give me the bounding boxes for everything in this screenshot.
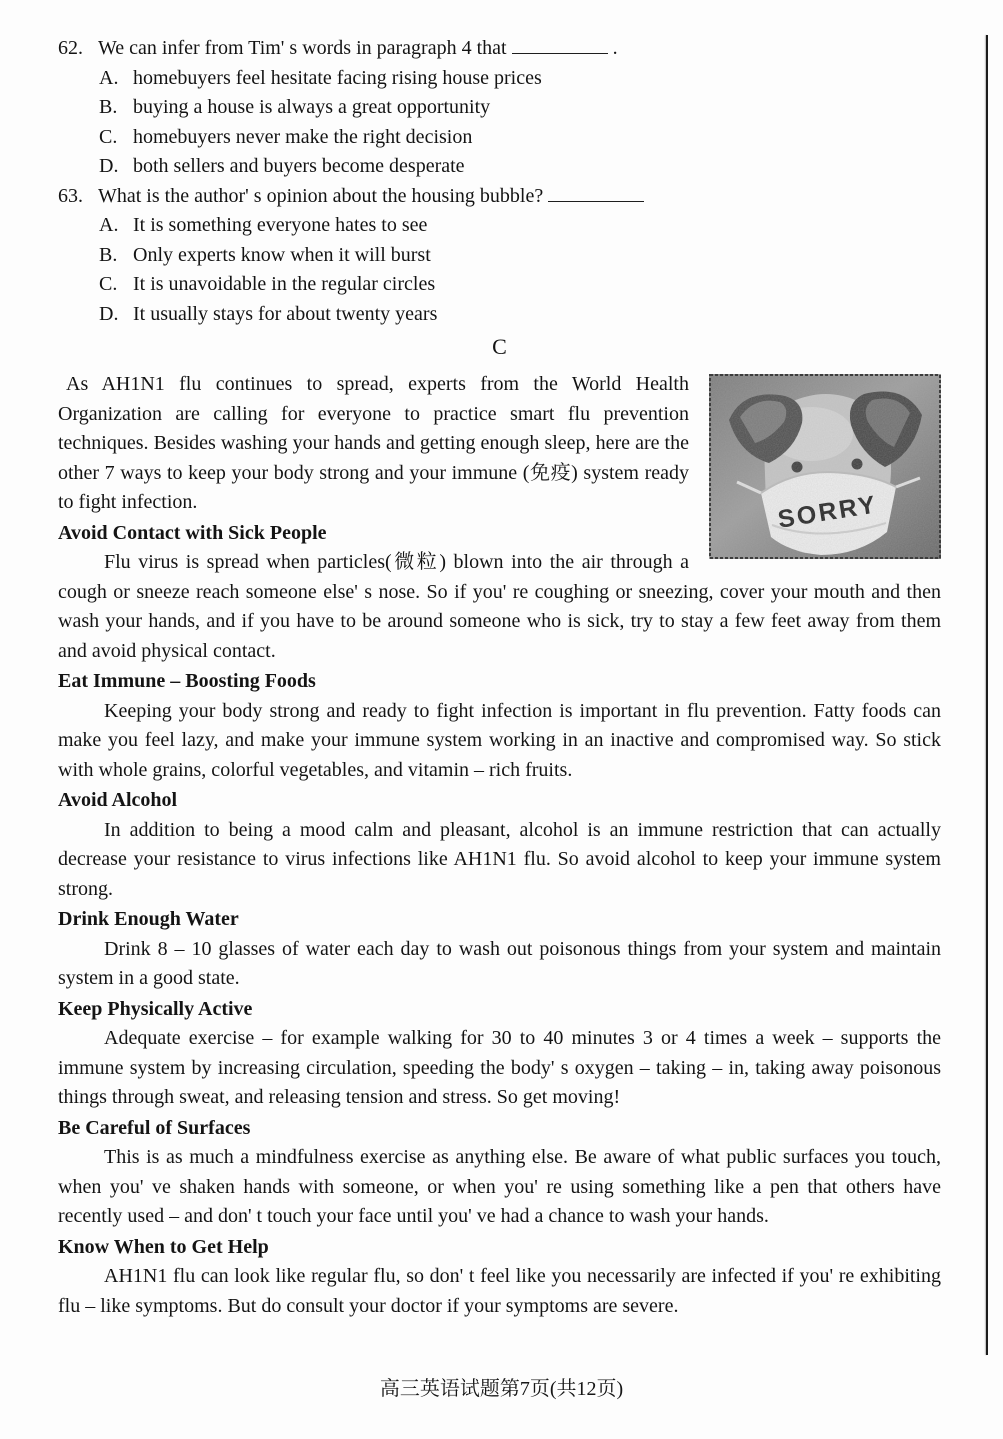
- scan-edge-line: [986, 35, 988, 1355]
- passage-heading-1: Avoid Contact with Sick People: [58, 521, 327, 544]
- option-letter: D.: [99, 302, 119, 325]
- option-62-a: [58, 64, 941, 94]
- option-63-d: [58, 300, 941, 330]
- passage-heading-2: Eat Immune – Boosting Foods: [58, 670, 316, 692]
- reading-passage-c: [58, 370, 941, 1321]
- page-footer: 高三英语试题第7页(共12页): [379, 1378, 624, 1400]
- question-stem-text: What is the author' s opinion about the housing bubble?: [98, 184, 544, 207]
- question-stem: [98, 34, 941, 64]
- answer-blank: [548, 186, 644, 202]
- question-stem-tail: .: [612, 37, 618, 59]
- passage-body-5: Adequate exercise – for example walking for 30 to 40 minutes 3 or 4 times a week – supports the immune system by increasing circulation, speeding the body' s oxygen – taking – in, taking away poisonous things through sweat, and releasing tension and stress. So get moving!: [58, 1027, 941, 1108]
- passage-body-6: This is as much a mindfulness exercise as anything else. Be aware of what public surfaces you touch, when you' ve shaken hands with someone, or when you' re using something like a pen that others have recently used – and don' t touch your face until you' ve had a chance to wash your hands.: [58, 1146, 941, 1227]
- pig-mask-illustration: [709, 374, 941, 559]
- option-text: homebuyers feel hesitate facing rising house prices: [133, 66, 542, 89]
- option-text: homebuyers never make the right decision: [133, 125, 473, 148]
- question-62-stem-row: [58, 34, 941, 64]
- option-letter: B.: [99, 96, 118, 118]
- option-letter: A.: [99, 66, 119, 89]
- option-63-a: [58, 211, 941, 241]
- passage-heading-4: Drink Enough Water: [58, 908, 239, 930]
- question-62: [58, 34, 941, 182]
- passage-heading-5: Keep Physically Active: [58, 997, 253, 1020]
- passage-body-2: Keeping your body strong and ready to fight infection is important in flu prevention. Fatty foods can make you feel lazy, and make your immune system working in an inactive and compromised way. So stick with whole grains, colorful vegetables, and vitamin – rich fruits.: [58, 699, 941, 781]
- page-content: [58, 34, 941, 1321]
- passage-heading-6: Be Careful of Surfaces: [58, 1116, 251, 1139]
- passage-heading-3: Avoid Alcohol: [58, 789, 178, 811]
- question-number: 62.: [58, 37, 83, 59]
- option-letter: B.: [99, 243, 118, 266]
- question-63: [58, 182, 941, 330]
- question-stem: [98, 182, 941, 212]
- passage-body-1: Flu virus is spread when particles(微粒) blown into the air through a cough or sneeze reach someone else' s nose. So if you' re coughing or sneezing, cover your mouth and then wash your hands, and if you have to be around someone who is sick, try to stay a few feet away from them and avoid physical contact.: [58, 551, 941, 662]
- pig-mask-photo: [709, 374, 941, 559]
- option-63-c: [58, 270, 941, 300]
- option-text: It usually stays for about twenty years: [133, 302, 438, 325]
- option-letter: C.: [99, 125, 118, 148]
- passage-body-7: AH1N1 flu can look like regular flu, so don' t feel like you necessarily are infected if you' re exhibiting flu – like symptoms. But do consult your doctor if your symptoms are severe.: [58, 1265, 941, 1317]
- option-text: buying a house is always a great opportunity: [133, 96, 491, 118]
- section-c-label: C: [492, 334, 507, 359]
- option-letter: D.: [99, 155, 119, 177]
- option-62-d: [58, 152, 941, 182]
- option-62-b: [58, 93, 941, 123]
- question-stem-text: We can infer from Tim' s words in paragraph 4 that: [98, 37, 507, 59]
- answer-blank: [512, 38, 608, 54]
- passage-intro: As AH1N1 flu continues to spread, experts from the World Health Organization are calling for everyone to practice smart flu prevention techniques. Besides washing your hands and getting enough sleep, here are the other 7 ways to keep your body strong and your immune (免疫) system ready to fight infection.: [58, 373, 689, 513]
- passage-body-4: Drink 8 – 10 glasses of water each day to wash out poisonous things from your system and maintain system in a good state.: [58, 937, 941, 989]
- passage-heading-7: Know When to Get Help: [58, 1235, 269, 1258]
- passage-body-3: In addition to being a mood calm and pleasant, alcohol is an immune restriction that can actually decrease your resistance to virus infections like AH1N1 flu. So avoid alcohol to keep your immune system strong.: [58, 818, 941, 900]
- question-number: 63.: [58, 184, 83, 207]
- option-63-b: [58, 241, 941, 271]
- option-62-c: [58, 123, 941, 153]
- option-letter: A.: [99, 214, 119, 236]
- option-text: It is unavoidable in the regular circles: [133, 273, 436, 295]
- question-63-stem-row: [58, 182, 941, 212]
- option-text: both sellers and buyers become desperate: [133, 155, 465, 177]
- option-letter: C.: [99, 273, 118, 295]
- option-text: Only experts know when it will burst: [133, 243, 431, 266]
- option-text: It is something everyone hates to see: [133, 214, 428, 236]
